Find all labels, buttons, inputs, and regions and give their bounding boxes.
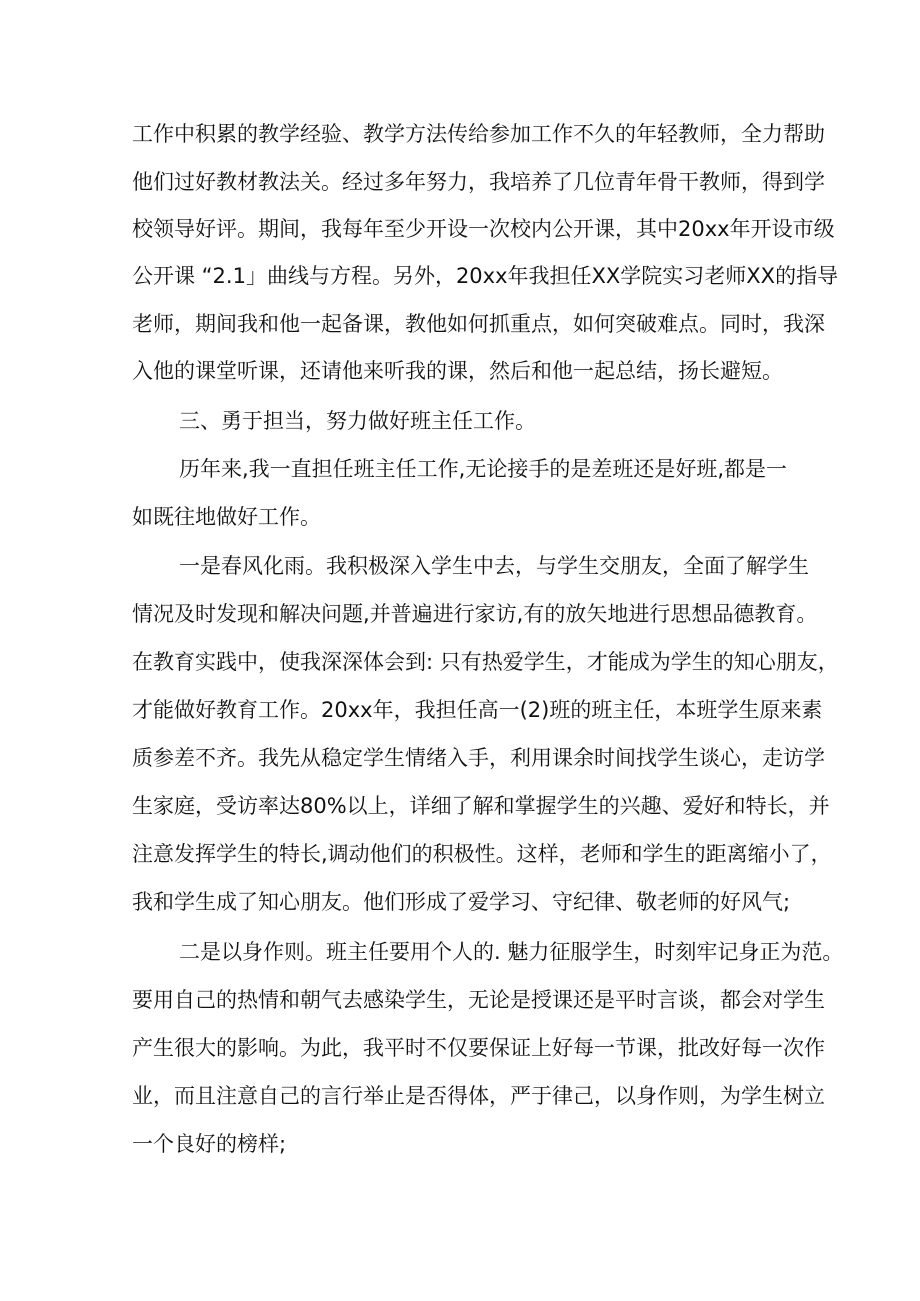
paragraph-line: 在教育实践中，使我深深体会到: 只有热爱学生，才能成为学生的知心朋友， bbox=[132, 650, 839, 674]
paragraph-line: 二是以身作则。班主任要用个人的. 魅力征服学生，时刻牢记身正为范。 bbox=[179, 940, 844, 964]
paragraph-line: 入他的课堂听课，还请他来听我的课，然后和他一起总结，扬长避短。 bbox=[132, 359, 783, 383]
paragraph-line: 工作中积累的教学经验、教学方法传给参加工作不久的年轻教师，全力帮助 bbox=[132, 122, 825, 146]
paragraph-line: 生家庭，受访率达80%以上，详细了解和掌握学生的兴趣、爱好和特长，并 bbox=[132, 794, 830, 818]
paragraph-line: 一个良好的榜样; bbox=[132, 1132, 287, 1156]
paragraph-line: 要用自己的热情和朝气去感染学生，无论是授课还是平时言谈，都会对学生 bbox=[132, 988, 825, 1012]
paragraph-line: 历年来,我一直担任班主任工作,无论接手的是差班还是好班,都是一 bbox=[179, 457, 788, 481]
paragraph-line: 产生很大的影响。为此，我平时不仅要保证上好每一节课，批改好每一次作 bbox=[132, 1036, 825, 1060]
paragraph-line: 老师，期间我和他一起备课，教他如何抓重点，如何突破难点。同时，我深 bbox=[132, 312, 825, 336]
paragraph-line: 才能做好教育工作。20xx年，我担任高一(2)班的班主任，本班学生原来素 bbox=[132, 698, 823, 722]
paragraph-line: 一是春风化雨。我积极深入学生中去，与学生交朋友，全面了解学生 bbox=[179, 554, 809, 578]
paragraph-line: 情况及时发现和解决问题,并普遍进行家访,有的放矢地进行思想品德教育。 bbox=[132, 602, 818, 626]
paragraph-line: 公开课 “2.1」曲线与方程。另外，20xx年我担任XX学院实习老师XX的指导 bbox=[132, 264, 839, 288]
paragraph-line: 我和学生成了知心朋友。他们形成了爱学习、守纪律、敬老师的好风气; bbox=[132, 890, 791, 914]
paragraph-line: 如既往地做好工作。 bbox=[132, 505, 321, 529]
paragraph-line: 他们过好教材教法关。经过多年努力，我培养了几位青年骨干教师，得到学 bbox=[132, 170, 825, 194]
paragraph-line: 质参差不齐。我先从稳定学生情绪入手，利用课余时间找学生谈心，走访学 bbox=[132, 746, 825, 770]
paragraph-line: 注意发挥学生的特长,调动他们的积极性。这样，老师和学生的距离缩小了， bbox=[132, 842, 832, 866]
section-heading: 三、勇于担当，努力做好班主任工作。 bbox=[179, 409, 536, 433]
paragraph-line: 业，而且注意自己的言行举止是否得体，严于律己，以身作则，为学生树立 bbox=[132, 1084, 825, 1108]
paragraph-line: 校领导好评。期间，我每年至少开设一次校内公开课，其中20xx年开设市级 bbox=[132, 217, 835, 241]
